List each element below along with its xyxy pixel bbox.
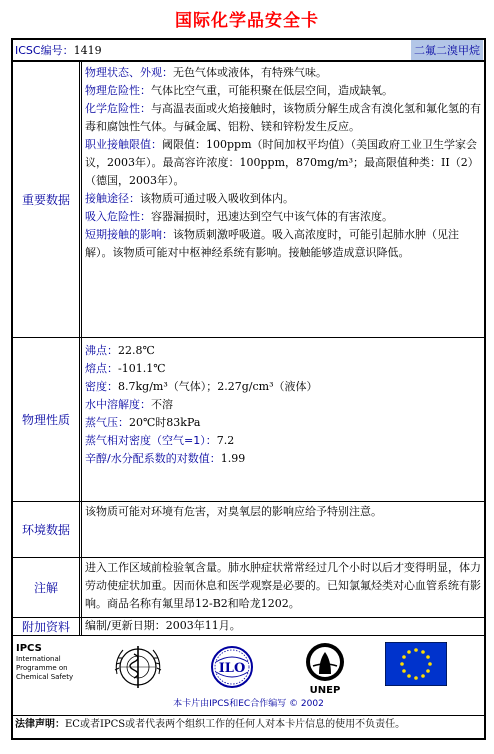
important-item: 物理危险性：气体比空气重，可能积聚在低层空间，造成缺氧。 — [85, 84, 393, 97]
icsc-label: ICSC编号： — [15, 44, 74, 57]
svg-text:ILO: ILO — [218, 661, 246, 676]
notes-label: 注解 — [13, 558, 80, 617]
icsc-number: 1419 — [73, 44, 102, 57]
ilo-emblem-icon — [203, 640, 261, 696]
important-item: 接触途径：该物质可通过吸入吸收到体内。 — [85, 192, 294, 205]
svg-text:UNEP: UNEP — [309, 685, 341, 696]
eu-flag-icon — [385, 642, 447, 686]
icsc-header — [13, 40, 484, 62]
ipcs-logo: IPCS International Programme on Chemical Safety — [16, 643, 74, 681]
property-item: 密度：8.7kg/m³（气体）；2.27g/cm³（液体） — [85, 380, 318, 393]
credit-line: 本卡片由IPCS和EC合作编写 © 2002 — [173, 699, 324, 709]
notes-content: 进入工作区域前检验氧含量。肺水肿症状常常经过几个小时以后才变得明显，体力劳动使症状加重。因而休息和医学观察是必要的。已知氯氟烃类对心血管系统有影响。商品名称有氟里昂12-B2和哈龙1202。 — [81, 558, 484, 617]
important-item: 物理状态、外观：无色气体或液体，有特殊气味。 — [85, 66, 327, 79]
physical-properties-section — [13, 338, 484, 502]
important-item: 职业接触限值：阈限值：100ppm（时间加权平均值）（美国政府工业卫生学家会议，2003年）。最高容许浓度：100ppm，870mg/m³；最高限值种类：II（2）（德国，2003年）。 — [85, 138, 479, 187]
property-item: 熔点：-101.1℃ — [85, 362, 166, 375]
disclaimer-text: EC或者IPCS或者代表两个组织工作的任何人对本卡片信息的使用不负责任。 — [65, 719, 406, 730]
footer-logos — [13, 636, 484, 716]
important-item: 化学危险性：与高温表面或火焰接触时，该物质分解生成含有溴化氢和氟化氢的有毒和腐蚀性气体。与碱金属、铝粉、镁和锌粉发生反应。 — [85, 102, 481, 133]
important-data-label: 重要数据 — [13, 62, 80, 337]
important-data-content — [81, 62, 484, 337]
card-title: 国际化学品安全卡 — [175, 11, 319, 31]
important-data-section — [13, 62, 484, 338]
property-item: 辛醇/水分配系数的对数值：1.99 — [85, 452, 246, 465]
who-emblem-icon — [109, 640, 167, 696]
additional-section — [13, 618, 484, 636]
environment-label: 环境数据 — [13, 502, 80, 557]
important-item: 短期接触的影响：该物质刺激呼吸道。吸入高浓度时，可能引起肺水肿（见注解）。该物质可能对中枢神经系统有影响。接触能够造成意识降低。 — [85, 228, 459, 259]
notes-section — [13, 558, 484, 618]
additional-content: 编制/更新日期：2003年11月。 — [81, 618, 484, 635]
property-item: 蒸气相对密度（空气=1）：7.2 — [85, 434, 235, 447]
chemical-name: 二氟二溴甲烷 — [411, 40, 483, 60]
unep-emblem-icon — [299, 640, 351, 696]
property-item: 水中溶解度：不溶 — [85, 398, 173, 411]
safety-card — [11, 38, 486, 740]
property-item: 蒸气压：20℃时83kPa — [85, 416, 201, 429]
environment-content: 该物质可能对环境有危害，对臭氧层的影响应给予特别注意。 — [81, 502, 484, 557]
icsc-id — [13, 42, 102, 58]
additional-label: 附加资料 — [13, 618, 80, 635]
legal-disclaimer — [15, 718, 405, 732]
property-item: 沸点：22.8℃ — [85, 344, 155, 357]
physical-properties-label: 物理性质 — [13, 338, 80, 501]
disclaimer-label: 法律声明： — [15, 719, 65, 730]
environment-section — [13, 502, 484, 558]
physical-properties-content — [81, 338, 484, 501]
important-item: 吸入危险性：容器漏损时，迅速达到空气中该气体的有害浓度。 — [85, 210, 393, 223]
